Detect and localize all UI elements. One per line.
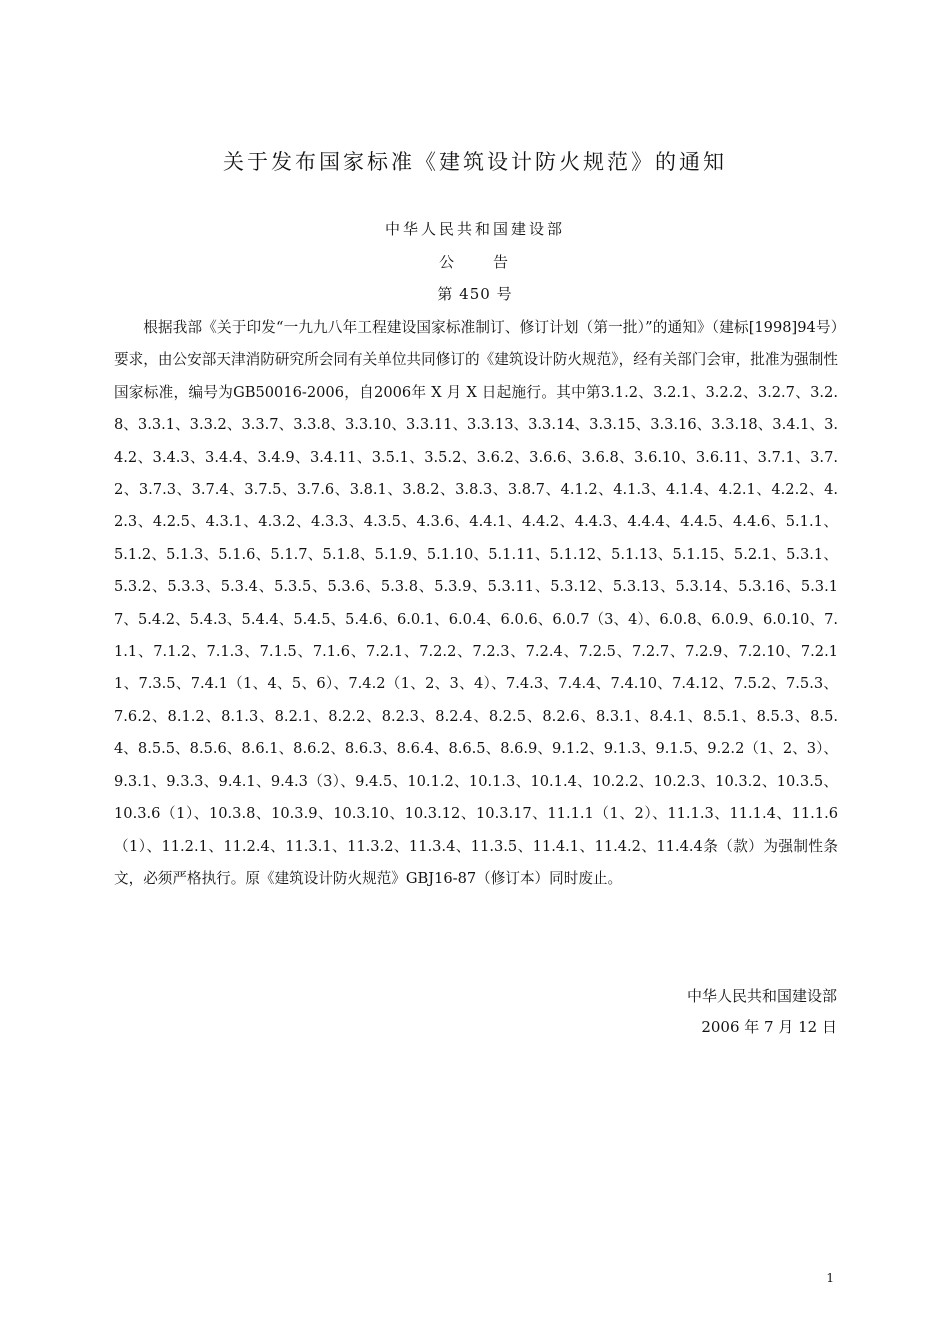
page-number: 1 <box>826 1271 834 1285</box>
signature-issuer: 中华人民共和国建设部 <box>686 987 837 1005</box>
body-paragraph: 根据我部《关于印发“一九九八年工程建设国家标准制订、修订计划（第一批）”的通知》（建标[1998]94号）要求，由公安部天津消防研究所会同有关单位共同修订的《建筑设计防火规范》，经有关部门会审，批准为强制性国家标准，编号为GB50016-2006，自2006年 X 月 X 日起施行。其中第3.1.2、3.2.1、3.2.2、3.2.7、3.2.8、3.3.1、3.3.2、3.3.7、3.3.8、3.3.10、3.3.11、3.3.13、3.3.14、3.3.15、3.3.16、3.3.18、3.4.1、3.4.2、3.4.3、3.4.4、3.4.9、3.4.11、3.5.1、3.5.2、3.6.2、3.6.6、3.6.8、3.6.10、3.6.11、3.7.1、3.7.2、3.7.3、3.7.4、3.7.5、3.7.6、3.8.1、3.8.2、3.8.3、3.8.7、4.1.2、4.1.3、4.1.4、4.2.1、4.2.2、4.2.3、4.2.5、4.3.1、4.3.2、4.3.3、4.3.5、4.3.6、4.4.1、4.4.2、4.4.3、4.4.4、4.4.5、4.4.6、5.1.1、5.1.2、5.1.3、5.1.6、5.1.7、5.1.8、5.1.9、5.1.10、5.1.11、5.1.12、5.1.13、5.1.15、5.2.1、5.3.1、5.3.2、5.3.3、5.3.4、5.3.5、5.3.6、5.3.8、5.3.9、5.3.11、5.3.12、5.3.13、5.3.14、5.3.16、5.3.17、5.4.2、5.4.3、5.4.4、5.4.5、5.4.6、6.0.1、6.0.4、6.0.6、6.0.7（3、4）、6.0.8、6.0.9、6.0.10、7.1.1、7.1.2、7.1.3、7.1.5、7.1.6、7.2.1、7.2.2、7.2.3、7.2.4、7.2.5、7.2.7、7.2.9、7.2.10、7.2.11、7.3.5、7.4.1（1、4、5、6）、7.4.2（1、2、3、4）、7.4.3、7.4.4、7.4.10、7.4.12、7.5.2、7.5.3、7.6.2、8.1.2、8.1.3、8.2.1、8.2.2、8.2.3、8.2.4、8.2.5、8.2.6、8.3.1、8.4.1、8.5.1、8.5.3、8.5.4、8.5.5、8.5.6、8.6.1、8.6.2、8.6.3、8.6.4、8.6.5、8.6.9、9.1.2、9.1.3、9.1.5、9.2.2（1、2、3）、9.3.1、9.3.3、9.4.1、9.4.3（3）、9.4.5、10.1.2、10.1.3、10.1.4、10.2.2、10.2.3、10.3.2、10.3.5、10.3.6（1）、10.3.8、10.3.9、10.3.10、10.3.12、10.3.17、11.1.1（1、2）、11.1.3、11.1.4、11.1.6（1）、11.2.1、11.2.4、11.3.1、11.3.2、11.3.4、11.3.5、11.4.1、11.4.2、11.4.4条（款）为强制性条文，必须严格执行。原《建筑设计防火规范》GBJ16-87（修订本）同时废止。 <box>114 319 838 887</box>
signature-date: 2006 年 7 月 12 日 <box>701 1018 837 1036</box>
announcement-number: 第 450 号 <box>437 285 513 303</box>
issuer-line: 中华人民共和国建设部 <box>384 220 565 238</box>
announcement-kind: 公 告 <box>438 253 511 271</box>
document-title: 关于发布国家标准《建筑设计防火规范》的通知 <box>223 150 727 174</box>
